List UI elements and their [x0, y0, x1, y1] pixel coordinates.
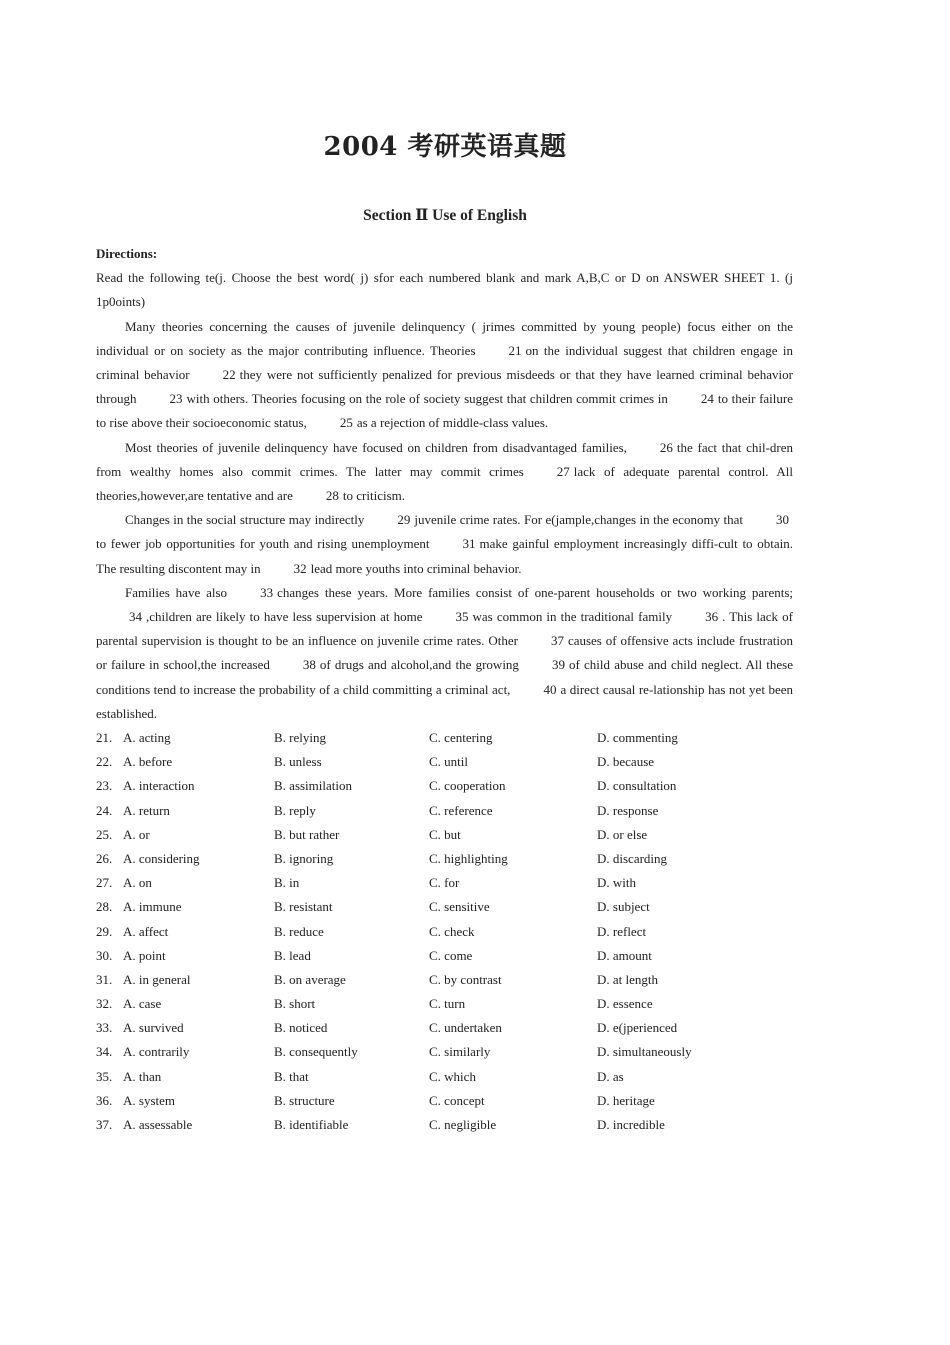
option-d[interactable]: D. simultaneously [597, 1044, 692, 1060]
page-title: 2004 考研英语真题 [323, 132, 567, 162]
passage-body [96, 242, 793, 726]
question-row [96, 823, 793, 847]
blank-number: 29 [397, 512, 411, 528]
option-b[interactable]: B. lead [274, 947, 311, 963]
blank-number: 38 [302, 657, 316, 673]
option-d[interactable]: D. reflect [597, 923, 647, 939]
blank-number: 37 [550, 633, 564, 649]
passage-text: juvenile crime rates. For e(jample,changes in the economy that [414, 512, 743, 528]
option-a[interactable]: A. on [123, 875, 152, 891]
option-a[interactable]: A. acting [123, 730, 171, 745]
option-b[interactable]: B. reduce [274, 923, 324, 939]
option-d[interactable]: D. amount [597, 947, 652, 963]
question-row [96, 799, 793, 823]
passage-paragraph-3 [96, 508, 793, 581]
question-row [96, 1065, 793, 1089]
option-a[interactable]: A. immune [123, 899, 182, 915]
blank-number: 23 [169, 391, 183, 407]
question-row [96, 992, 793, 1016]
passage-text: to criticism. [342, 488, 406, 504]
option-c[interactable]: C. reference [429, 802, 493, 818]
question-number: 35. [96, 1068, 113, 1084]
blank-number: 24 [700, 391, 714, 407]
question-number: 34. [96, 1044, 113, 1060]
passage-text: Families have also [125, 584, 228, 600]
option-b[interactable]: B. assimilation [274, 778, 352, 794]
question-row [96, 726, 793, 750]
option-b[interactable]: B. in [274, 875, 300, 891]
option-c[interactable]: C. which [429, 1068, 476, 1084]
question-number: 36. [96, 1092, 113, 1108]
question-number: 22. [96, 754, 113, 770]
blank-number: 34 [129, 609, 142, 625]
passage-text: make gainful employment increasingly diffi-cult to obtain. The resulting discontent may in [96, 536, 793, 576]
passage-text: to fewer job opportunities for youth and rising unemployment [96, 536, 430, 552]
option-b[interactable]: B. that [274, 1068, 309, 1084]
question-row [96, 895, 793, 919]
option-d[interactable]: D. or else [597, 826, 648, 842]
option-d[interactable]: D. at length [597, 971, 659, 987]
option-c[interactable]: C. check [429, 923, 475, 939]
option-c[interactable]: C. until [429, 754, 469, 770]
passage-text: lead more youths into criminal behavior. [310, 560, 522, 576]
option-b[interactable]: B. ignoring [274, 850, 334, 866]
option-b[interactable]: B. reply [274, 802, 316, 818]
blank-number: 21 [508, 342, 522, 358]
directions-text: Read the following te(j. Choose the best word( j) sfor each numbered blank and mark A,B,C or D on ANSWER SHEET 1. (j 1p0oints) [96, 270, 793, 310]
question-row [96, 968, 793, 992]
passage-text: as a rejection of middle-class values. [356, 415, 549, 431]
option-d[interactable]: D. incredible [597, 1117, 665, 1132]
option-d[interactable]: D. e(jperienced [597, 1020, 678, 1036]
passage-text: they were not sufficiently penalized for previous misdeeds or that they have learned criminal behavior through [96, 367, 793, 407]
passage-text: changes these years. More families consist of one-parent households or two working parents; [277, 584, 793, 600]
question-number: 23. [96, 778, 113, 794]
option-a[interactable]: A. return [123, 802, 170, 818]
passage-text: of child abuse and child neglect. All these conditions tend to increase the probability of a child committing a criminal act, [96, 657, 794, 697]
option-c[interactable]: C. sensitive [429, 899, 490, 915]
passage-text: Many theories concerning the causes of juvenile delinquency ( jrimes committed by young people) focus either on the individual or on society as the major contributing influence. Theories [96, 318, 793, 358]
option-a[interactable]: A. case [123, 996, 162, 1012]
option-c[interactable]: C. come [429, 947, 473, 963]
blank-number: 27 [556, 463, 570, 479]
option-a[interactable]: A. interaction [123, 778, 195, 794]
blank-number: 28 [325, 488, 339, 504]
option-c[interactable]: C. cooperation [429, 778, 506, 794]
blank-number: 36 [705, 609, 719, 625]
option-b[interactable]: B. consequently [274, 1044, 358, 1060]
option-b[interactable]: B. resistant [274, 899, 333, 915]
option-d[interactable]: D. commenting [597, 730, 678, 745]
option-a[interactable]: A. in general [123, 971, 191, 987]
option-a[interactable]: A. contrarily [123, 1044, 190, 1060]
blank-number: 33 [260, 584, 274, 600]
answer-options-list [96, 726, 793, 1137]
question-row [96, 774, 793, 798]
blank-number: 25 [339, 415, 353, 431]
option-b[interactable]: B. short [274, 996, 316, 1012]
passage-text: on the individual suggest that children engage in criminal behavior [96, 342, 794, 383]
option-b[interactable]: B. unless [274, 754, 322, 770]
passage-text: causes of offensive acts include frustration or failure in school,the increased [96, 633, 793, 673]
option-c[interactable]: C. for [429, 875, 460, 891]
option-c[interactable]: C. similarly [429, 1044, 491, 1060]
blank-number: 39 [551, 657, 565, 673]
option-b[interactable]: B. but rather [274, 826, 340, 842]
question-row [96, 871, 793, 895]
option-a[interactable]: A. before [123, 754, 173, 770]
passage-text: Changes in the social structure may indirectly [125, 512, 365, 528]
option-a[interactable]: A. considering [123, 850, 200, 866]
option-b[interactable]: B. on average [274, 971, 346, 987]
question-row [96, 944, 793, 968]
blank-number: 22 [222, 367, 236, 383]
option-d[interactable]: D. subject [597, 899, 650, 915]
option-a[interactable]: A. point [123, 947, 166, 963]
question-number: 37. [96, 1117, 113, 1132]
passage-text: to their failure to rise above their socioeconomic status, [96, 391, 793, 431]
option-a[interactable]: A. survived [123, 1020, 184, 1036]
question-number: 25. [96, 826, 113, 842]
option-a[interactable]: A. assessable [123, 1117, 193, 1132]
option-c[interactable]: C. turn [429, 996, 466, 1012]
option-c[interactable]: C. but [429, 826, 461, 842]
option-d[interactable]: D. with [597, 875, 636, 891]
blank-number: 31 [462, 536, 476, 552]
question-row [96, 1016, 793, 1040]
passage-text: the fact that chil-dren from wealthy homes also commit crimes. The latter may commit crimes [96, 439, 793, 479]
question-number: 32. [96, 996, 113, 1012]
passage-text: ,children are likely to have less supervision at home [146, 609, 423, 625]
section-heading: Section Ⅱ Use of English [363, 207, 527, 224]
blank-number: 30 [776, 512, 789, 528]
question-row [96, 1040, 793, 1064]
option-c[interactable]: C. by contrast [429, 971, 502, 987]
question-number: 28. [96, 899, 113, 915]
question-number: 29. [96, 923, 113, 939]
option-c[interactable]: C. centering [429, 730, 493, 745]
option-c[interactable]: C. undertaken [429, 1020, 502, 1036]
option-d[interactable]: D. because [597, 754, 655, 770]
option-d[interactable]: D. consultation [597, 778, 677, 794]
blank-number: 26 [659, 439, 673, 455]
option-a[interactable]: A. or [123, 826, 150, 842]
option-d[interactable]: D. heritage [597, 1092, 655, 1108]
question-row [96, 920, 793, 944]
passage-text: with others. Theories focusing on the role of society suggest that children commit crimes in [186, 391, 668, 407]
question-number: 27. [96, 875, 113, 891]
option-d[interactable]: D. essence [597, 996, 653, 1012]
question-number: 33. [96, 1020, 113, 1036]
option-b[interactable]: B. noticed [274, 1020, 328, 1036]
option-a[interactable]: A. system [123, 1092, 175, 1108]
option-c[interactable]: C. concept [429, 1092, 485, 1108]
question-number: 26. [96, 850, 113, 866]
blank-number: 35 [455, 609, 469, 625]
option-d[interactable]: D. discarding [597, 850, 668, 866]
blank-number: 40 [543, 681, 557, 697]
question-number: 30. [96, 947, 113, 963]
passage-text: was common in the traditional family [472, 609, 673, 625]
passage-text: Most theories of juvenile delinquency have focused on children from disadvantaged families, [125, 439, 627, 455]
passage-text: a direct causal re-lationship has not yet been established. [96, 681, 793, 721]
option-a[interactable]: A. affect [123, 923, 169, 939]
question-row [96, 1113, 793, 1137]
question-row [96, 1089, 793, 1113]
blank-number: 32 [293, 560, 307, 576]
passage-paragraph-1 [96, 315, 793, 436]
question-row [96, 750, 793, 774]
passage-paragraph-4 [96, 581, 793, 726]
option-c[interactable]: C. highlighting [429, 850, 508, 866]
option-c[interactable]: C. negligible [429, 1117, 497, 1132]
option-b[interactable]: B. relying [274, 730, 326, 745]
passage-paragraph-2 [96, 436, 793, 509]
option-d[interactable]: D. as [597, 1068, 624, 1084]
passage-text: of drugs and alcohol,and the growing [319, 657, 519, 673]
question-row [96, 847, 793, 871]
question-number: 24. [96, 802, 113, 818]
passage-text: lack of adequate parental control. All theories,however,are tentative and are [96, 463, 793, 504]
option-b[interactable]: B. identifiable [274, 1117, 349, 1132]
question-number: 31. [96, 971, 113, 987]
directions-label: Directions: [96, 246, 158, 261]
option-b[interactable]: B. structure [274, 1092, 335, 1108]
passage-text: . This lack of parental supervision is thought to be an influence on juvenile crime rates. Other [96, 609, 793, 649]
question-number: 21. [96, 730, 113, 745]
option-a[interactable]: A. than [123, 1068, 162, 1084]
option-d[interactable]: D. response [597, 802, 659, 818]
